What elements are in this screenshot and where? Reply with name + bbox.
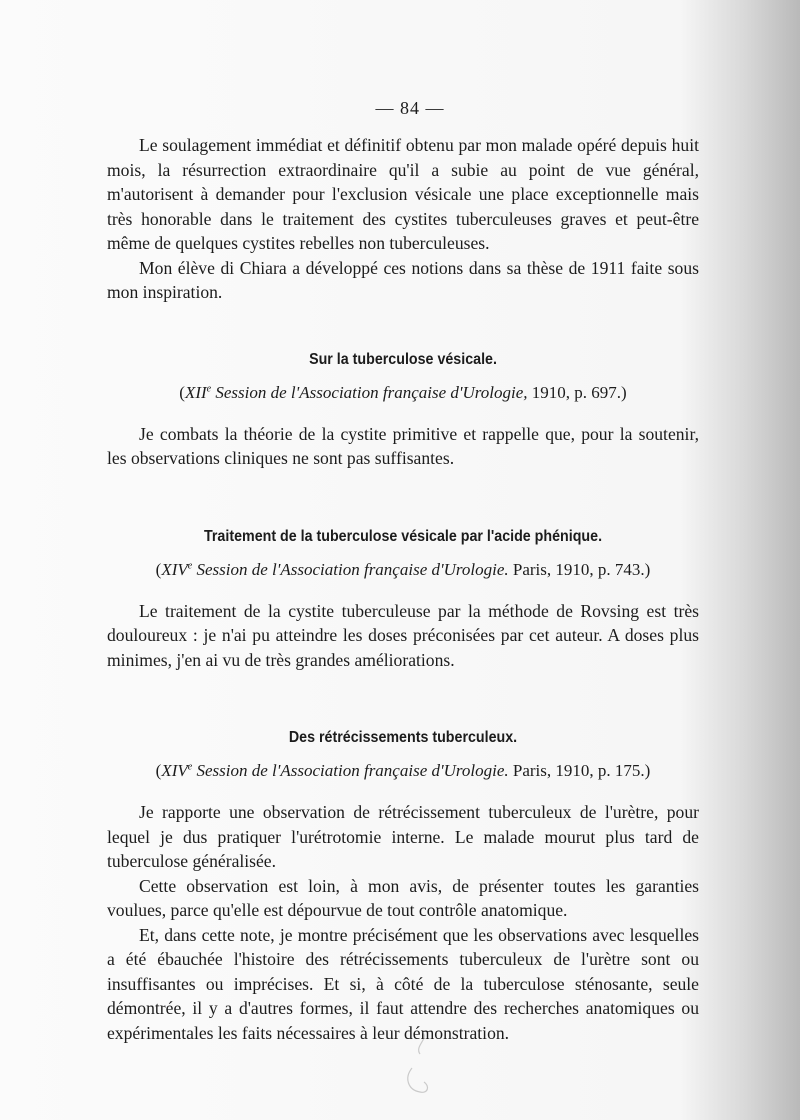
section-paragraph: Je rapporte une observation de rétrécissement tuberculeux de l'urètre, pour lequel je dus pratiquer l'urétrotomie interne. Le malade mourut plus tard de tuberculose généralisée. bbox=[107, 802, 699, 871]
ref-open: ( bbox=[155, 559, 162, 579]
ref-session-number: XIV bbox=[161, 761, 188, 780]
section-title: Traitement de la tuberculose vésicale par l'acide phénique. bbox=[203, 527, 603, 545]
page-content bbox=[107, 133, 699, 1045]
ref-session-name: Session de l'Association française d'Urologie, bbox=[211, 382, 528, 402]
ref-open: ( bbox=[179, 382, 185, 402]
ref-tail: Paris, 1910, p. 743.) bbox=[508, 559, 651, 579]
section-paragraph: Je combats la théorie de la cystite primitive et rappelle que, pour la soutenir, les observations cliniques ne sont pas suffisantes. bbox=[107, 423, 699, 468]
intro-paragraph: Le soulagement immédiat et définitif obtenu par mon malade opéré depuis huit mois, la résurrection extraordinaire qu'il a subie au point de vue général, m'autorisent à demander pour l'exclusion vésicale une place exceptionnelle mais très honorable dans le traitement des cystites tuberculeuses graves et peut-être même de quelques cystites rebelles non tuberculeuses. bbox=[107, 135, 699, 253]
section-paragraph: Cette observation est loin, à mon avis, de présenter toutes les garanties voulues, parce qu'elle est dépourvue de tout contrôle anatomique. bbox=[107, 875, 699, 920]
section-retrecissements bbox=[107, 727, 699, 1045]
ref-open: ( bbox=[155, 761, 162, 780]
section-tuberculose-vesicale bbox=[107, 349, 699, 471]
ref-tail: Paris, 1910, p. 175.) bbox=[508, 761, 651, 780]
ref-session bbox=[185, 383, 528, 402]
page-number: — 84 — bbox=[375, 98, 445, 118]
ref-session-superscript: e bbox=[187, 761, 193, 773]
intro-paragraph: Mon élève di Chiara a développé ces notions dans sa thèse de 1911 faite sous mon inspiration. bbox=[107, 257, 699, 302]
ref-session bbox=[161, 761, 508, 780]
section-paragraph: Et, dans cette note, je montre précisément que les observations avec lesquelles a été ébauchée l'histoire des rétrécissements tuberculeux de l'urètre sont ou insuffisantes ou imprécises. Et si, à côté de la tuberculose sténosante, seule démontrée, il y a d'autres formes, il faut attendre des recherches anatomiques ou expérimentales les faits nécessaires à leur démonstration. bbox=[107, 924, 699, 1043]
section-acide-phenique bbox=[107, 526, 699, 673]
section-title: Des rétrécissements tuberculeux. bbox=[288, 729, 518, 746]
section-reference bbox=[107, 558, 699, 582]
section-paragraph: Le traitement de la cystite tuberculeuse par la méthode de Rovsing est très douloureux : je n'ai pu atteindre les doses préconisées par cet auteur. A doses plus minimes, j'en ai vu de très grandes améliorations. bbox=[107, 600, 699, 670]
ref-session-superscript: e bbox=[206, 382, 212, 394]
ref-session-name: Session de l'Association française d'Urologie. bbox=[192, 559, 509, 579]
pencil-mark-icon bbox=[400, 1028, 438, 1098]
ref-session-name: Session de l'Association française d'Urologie. bbox=[192, 761, 509, 780]
ref-session bbox=[161, 560, 508, 579]
ref-tail: 1910, p. 697.) bbox=[527, 382, 627, 402]
ref-session-superscript: e bbox=[187, 559, 193, 571]
section-title: Sur la tuberculose vésicale. bbox=[309, 350, 497, 368]
section-reference bbox=[107, 759, 699, 783]
ref-session-number: XIV bbox=[161, 559, 188, 579]
section-reference bbox=[107, 381, 699, 405]
ref-session-number: XII bbox=[184, 382, 207, 402]
